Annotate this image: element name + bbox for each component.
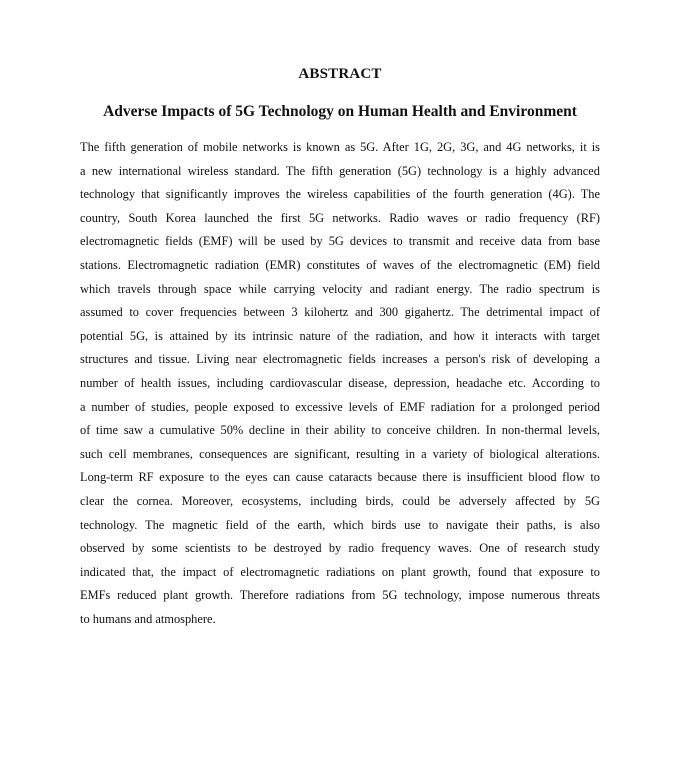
abstract-body (80, 136, 600, 631)
abstract-line: number of health issues, including cardiovascular disease, depression, headache etc. According to (80, 375, 600, 390)
paper-title: Adverse Impacts of 5G Technology on Human Health and Environment (103, 103, 577, 120)
abstract-line: EMFs reduced plant growth. Therefore radiations from 5G technology, impose numerous threats (80, 588, 600, 603)
abstract-heading: ABSTRACT (298, 66, 382, 82)
abstract-line: of time saw a cumulative 50% decline in their ability to conceive children. In non-thermal levels, (80, 423, 600, 438)
abstract-line: observed by some scientists to be destroyed by radio frequency waves. One of research study (80, 541, 600, 556)
abstract-line: electromagnetic fields (EMF) will be used by 5G devices to transmit and receive data from base (80, 234, 600, 249)
abstract-line: to humans and atmosphere. (80, 611, 216, 626)
abstract-line: technology. The magnetic field of the earth, which birds use to navigate their paths, is also (80, 517, 600, 532)
abstract-line: indicated that, the impact of electromagnetic radiations on plant growth, found that exposure to (80, 564, 600, 579)
abstract-line: which travels through space while carrying velocity and radiant energy. The radio spectrum is (80, 281, 600, 296)
abstract-line: The fifth generation of mobile networks is known as 5G. After 1G, 2G, 3G, and 4G networks, it is (80, 140, 600, 154)
abstract-line: a number of studies, people exposed to excessive levels of EMF radiation for a prolonged period (80, 399, 600, 414)
abstract-line: clear the cornea. Moreover, ecosystems, including birds, could be adversely affected by 5G (80, 493, 600, 508)
abstract-line: Long-term RF exposure to the eyes can cause cataracts because there is insufficient blood flow to (80, 470, 600, 485)
abstract-line: assumed to cover frequencies between 3 kilohertz and 300 gigahertz. The detrimental impact of (80, 305, 600, 320)
abstract-line: potential 5G, is attained by its intrinsic nature of the radiation, and how it interacts with target (80, 328, 600, 343)
abstract-line: country, South Korea launched the first 5G networks. Radio waves or radio frequency (RF) (80, 210, 600, 225)
abstract-line: a new international wireless standard. The fifth generation (5G) technology is a highly advanced (80, 163, 600, 178)
abstract-line: stations. Electromagnetic radiation (EMR) constitutes of waves of the electromagnetic (EM) field (80, 257, 600, 272)
abstract-line: such cell membranes, consequences are significant, resulting in a variety of biological alterations. (80, 446, 600, 461)
abstract-line: technology that significantly improves the wireless capabilities of the fourth generation (4G). The (80, 187, 600, 202)
abstract-line: structures and tissue. Living near electromagnetic fields increases a person's risk of developing a (80, 352, 600, 367)
